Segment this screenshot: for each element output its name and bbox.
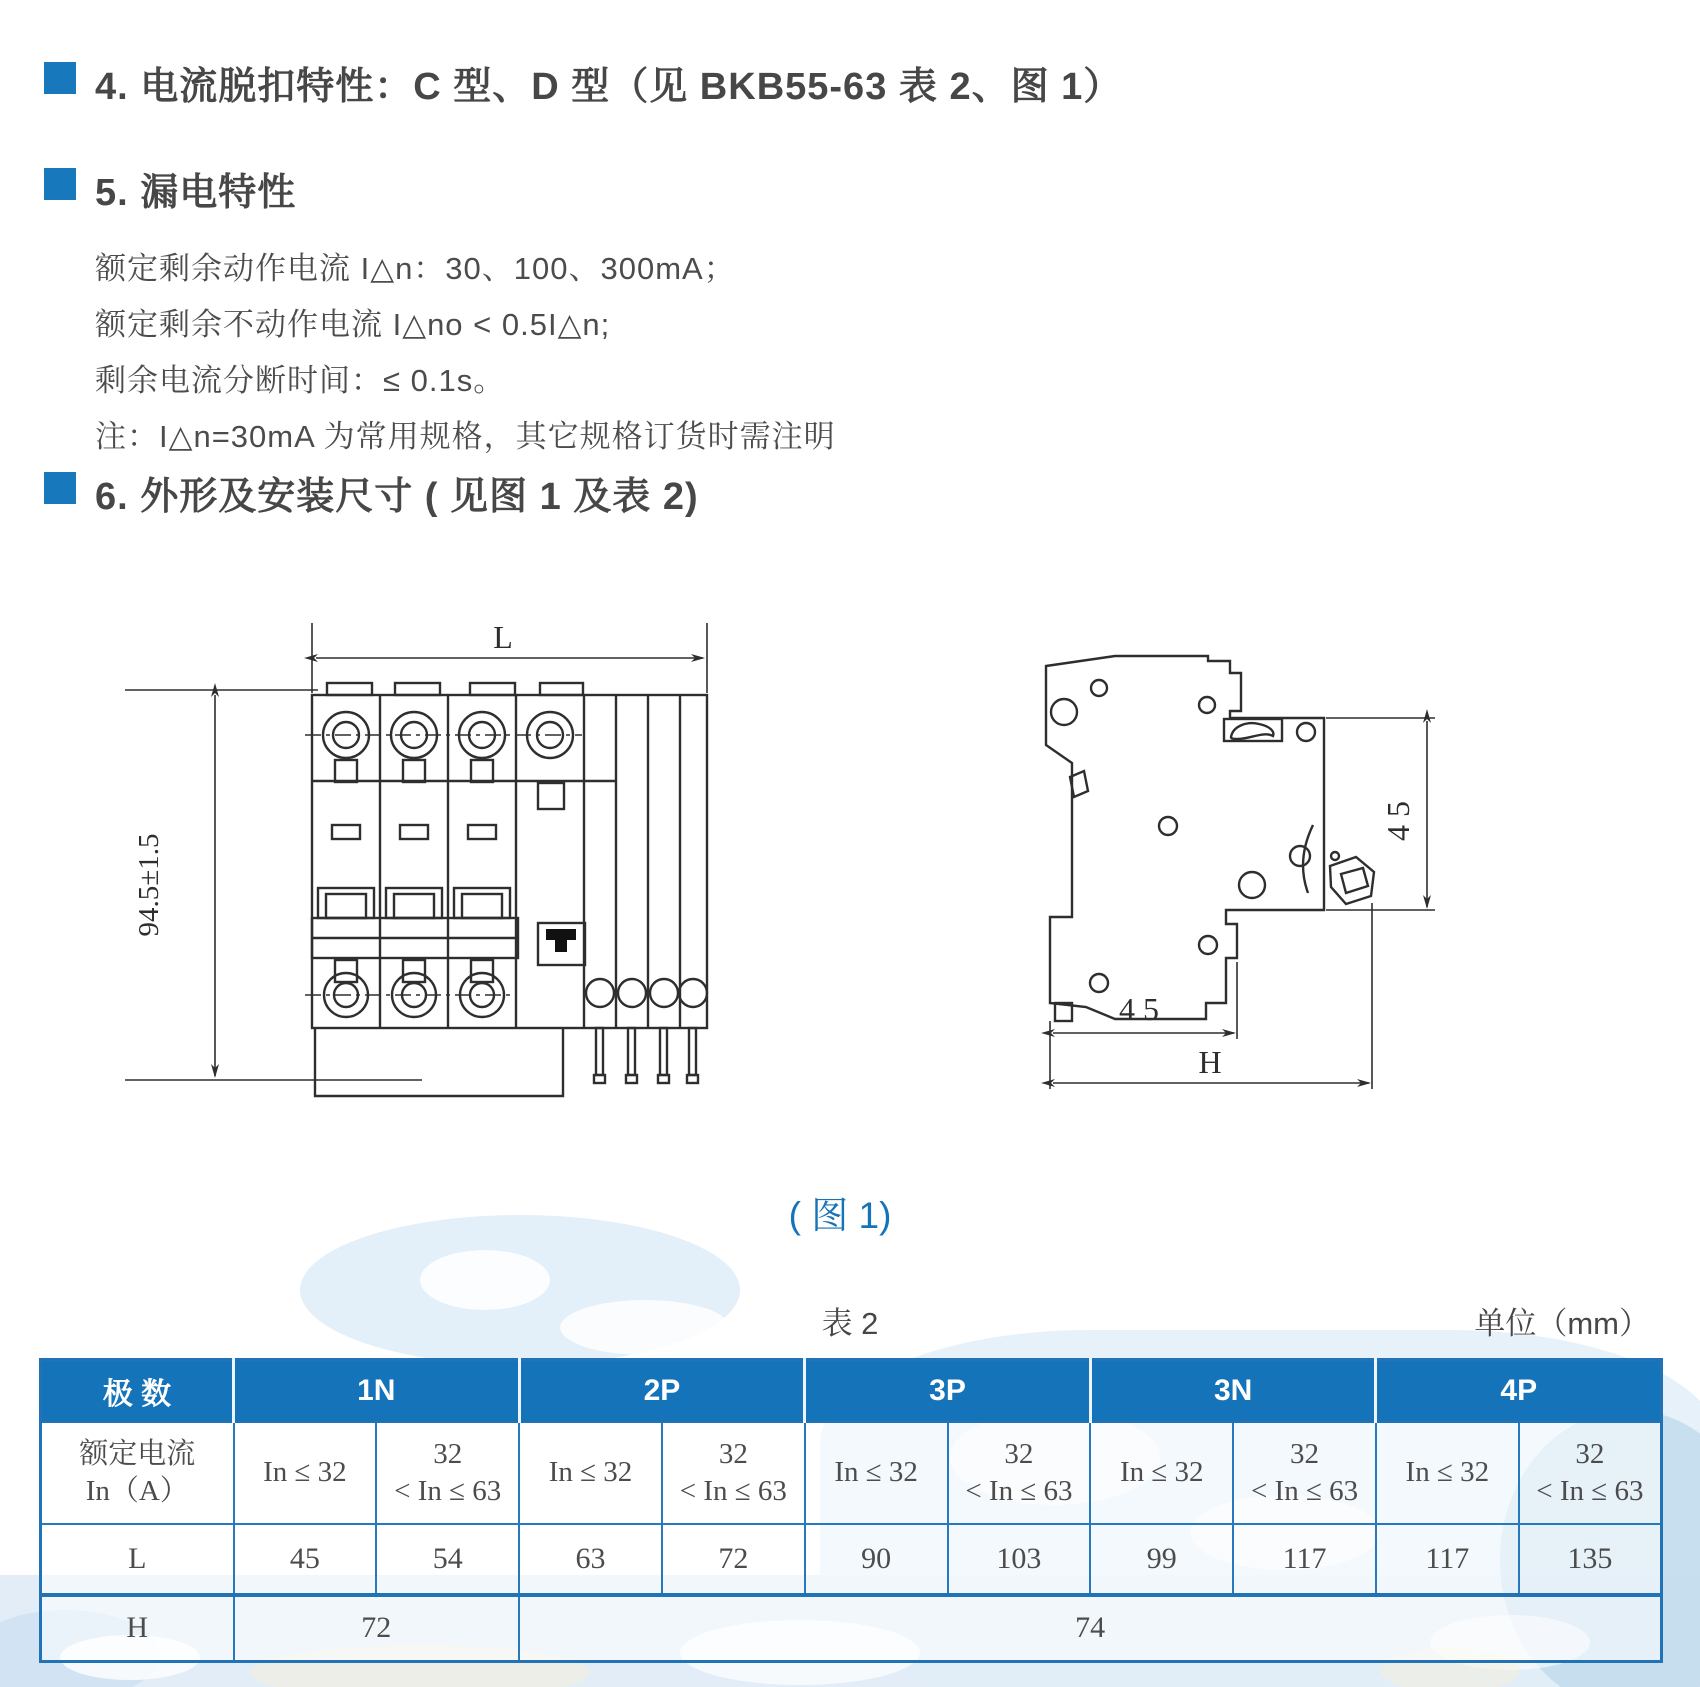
- table-header-row: [41, 1360, 1662, 1422]
- front-test-button-icon: [546, 929, 576, 952]
- range-high-line1: 32: [1575, 1438, 1605, 1471]
- side-height-label: H: [1198, 1044, 1222, 1080]
- front-view-drawing: [100, 555, 740, 1100]
- L-value: 135: [1519, 1524, 1662, 1595]
- range-high-line1: 32: [718, 1438, 748, 1471]
- table-2-title: 表 2: [821, 1306, 879, 1341]
- L-value: 90: [805, 1524, 948, 1595]
- range-high-cell: [376, 1422, 519, 1524]
- leakage-spec-line: 额定剩余不动作电流 I△no < 0.5I△n;: [95, 307, 611, 342]
- row-L-label: L: [41, 1524, 234, 1595]
- range-low-cell: In ≤ 32: [519, 1422, 662, 1524]
- L-value: 54: [376, 1524, 519, 1595]
- front-dim-L: [125, 623, 707, 1080]
- section-4-bullet-icon: [44, 62, 76, 94]
- rated-current-label-line1: 额定电流: [79, 1438, 196, 1471]
- section-6-heading: 6. 外形及安装尺寸 ( 见图 1 及表 2): [95, 476, 699, 518]
- range-high-cell: [662, 1422, 805, 1524]
- front-height-label: 94.5±1.5: [133, 833, 165, 937]
- range-high-line2: < In ≤ 63: [394, 1474, 502, 1507]
- L-value: 99: [1090, 1524, 1233, 1595]
- rated-current-row: [41, 1422, 1662, 1524]
- side-body-outline: [1046, 656, 1374, 1021]
- L-value: 72: [662, 1524, 805, 1595]
- L-value: 117: [1376, 1524, 1519, 1595]
- side-dimensions: [1050, 718, 1435, 1089]
- header-group-1N: 1N: [234, 1360, 520, 1422]
- range-high-line2: < In ≤ 63: [679, 1474, 787, 1507]
- header-group-2P: 2P: [519, 1360, 805, 1422]
- range-low-cell: In ≤ 32: [805, 1422, 948, 1524]
- rated-current-label-line2: In（A）: [85, 1474, 189, 1507]
- header-group-3P: 3P: [805, 1360, 1091, 1422]
- range-high-line1: 32: [433, 1438, 463, 1471]
- table-unit-label: 单位（mm）: [1474, 1306, 1650, 1341]
- dimension-table: [39, 1358, 1663, 1663]
- range-high-line1: 32: [1004, 1438, 1034, 1471]
- range-high-line2: < In ≤ 63: [1536, 1474, 1644, 1507]
- section-6-bullet-icon: [44, 472, 76, 504]
- range-high-line2: < In ≤ 63: [965, 1474, 1073, 1507]
- leakage-spec-line: 额定剩余动作电流 I△n：30、100、300mA；: [95, 251, 736, 286]
- section-5-heading: 5. 漏电特性: [95, 172, 297, 214]
- range-high-line1: 32: [1290, 1438, 1320, 1471]
- range-high-cell: [948, 1422, 1091, 1524]
- front-width-label: L: [493, 619, 513, 655]
- L-value: 45: [234, 1524, 377, 1595]
- figure-1-caption: ( 图 1): [788, 1195, 892, 1236]
- range-low-cell: In ≤ 32: [234, 1422, 377, 1524]
- H-value: 72: [234, 1595, 520, 1662]
- L-value: 63: [519, 1524, 662, 1595]
- range-low-cell: In ≤ 32: [1376, 1422, 1519, 1524]
- side-view-drawing: [920, 555, 1520, 1115]
- table-row-L: [41, 1524, 1662, 1595]
- header-poles: 极 数: [41, 1360, 234, 1422]
- leakage-spec-line: 剩余电流分断时间：≤ 0.1s。: [95, 363, 506, 398]
- range-high-line2: < In ≤ 63: [1250, 1474, 1359, 1507]
- front-centerlines: [305, 735, 582, 995]
- header-group-3N: 3N: [1090, 1360, 1376, 1422]
- section-5-bullet-icon: [44, 168, 76, 200]
- table-row-H: [41, 1595, 1662, 1662]
- range-high-cell: [1519, 1422, 1662, 1524]
- side-depth-label: 45: [1380, 793, 1416, 841]
- L-value: 117: [1233, 1524, 1376, 1595]
- side-bottom-label: 45: [1119, 991, 1167, 1027]
- row-H-label: H: [41, 1595, 234, 1662]
- front-body-outline: [312, 683, 707, 1096]
- H-value: 74: [519, 1595, 1661, 1662]
- leakage-spec-line: 注：I△n=30mA 为常用规格，其它规格订货时需注明: [95, 419, 836, 454]
- rated-current-label: [41, 1422, 234, 1524]
- header-group-4P: 4P: [1376, 1360, 1662, 1422]
- range-high-cell: [1233, 1422, 1376, 1524]
- L-value: 103: [948, 1524, 1091, 1595]
- range-low-cell: In ≤ 32: [1090, 1422, 1233, 1524]
- section-4-heading: 4. 电流脱扣特性：C 型、D 型（见 BKB55-63 表 2、图 1）: [95, 66, 1123, 108]
